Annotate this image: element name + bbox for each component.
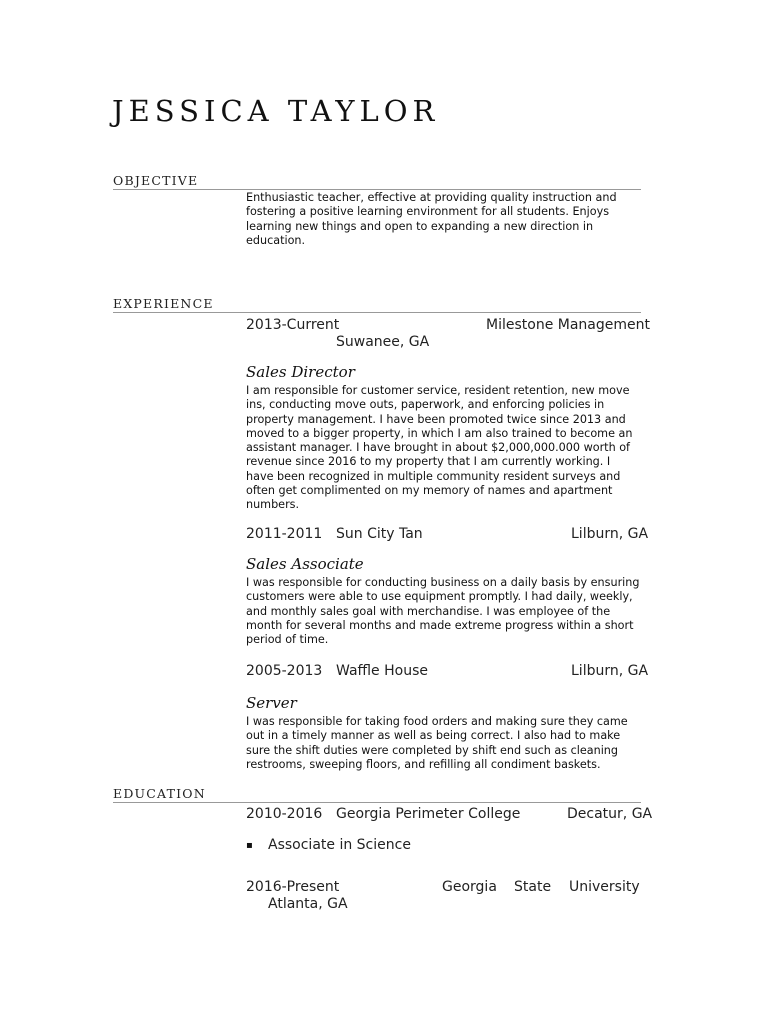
resume-name: JESSICA TAYLOR — [112, 94, 440, 128]
education-school: Georgia Perimeter College — [336, 806, 521, 822]
objective-heading: OBJECTIVE — [113, 173, 199, 188]
job-location: Lilburn, GA — [571, 663, 649, 679]
education-divider — [113, 802, 641, 803]
job-company: Milestone Management — [486, 317, 650, 333]
education-school-word: State — [514, 879, 552, 895]
job-location: Suwanee, GA — [336, 334, 430, 350]
education-dates: 2016-Present — [246, 879, 340, 895]
job-company: Sun City Tan — [336, 526, 423, 542]
job-title: Server — [246, 694, 297, 712]
education-school-word: University — [569, 879, 640, 895]
objective-text: Enthusiastic teacher, effective at providing quality instruction and fostering a positive learning environment for all students. Enjoys learning new things and open to expanding a new direction in education. — [246, 191, 617, 247]
job-title: Sales Associate — [246, 555, 364, 573]
job-dates: 2011-2011 — [246, 526, 323, 542]
job-company: Waffle House — [336, 663, 428, 679]
education-dates: 2010-2016 — [246, 806, 323, 822]
job-dates: 2005-2013 — [246, 663, 323, 679]
education-degree: Associate in Science — [268, 837, 411, 853]
job-title: Sales Director — [246, 363, 355, 381]
education-heading: EDUCATION — [113, 786, 206, 801]
education-school-word: Georgia — [442, 879, 497, 895]
job-description: I am responsible for customer service, resident retention, new move ins, conducting move outs, paperwork, and enforcing policies in property management. I have been promoted twice since 2013 and moved to a bigger property, in which I am also trained to become an assistant manager. I have brought in about $2,000,000.000 worth of revenue since 2016 to my property that I am currently working. I have been recognized in multiple community resident surveys and often get complimented on my memory of names and apartment numbers. — [246, 384, 633, 512]
experience-divider — [113, 312, 641, 313]
education-location: Decatur, GA — [567, 806, 653, 822]
experience-heading: EXPERIENCE — [113, 296, 214, 311]
job-location: Lilburn, GA — [571, 526, 649, 542]
job-description: I was responsible for taking food orders and making sure they came out in a timely manner as well as being correct. I also had to make sure the shift duties were completed by shift end such as cleaning restrooms, sweeping floors, and refilling all condiment baskets. — [246, 715, 628, 771]
objective-divider — [113, 189, 641, 190]
bullet-icon: ▪ — [246, 840, 253, 851]
job-description: I was responsible for conducting business on a daily basis by ensuring customers were able to use equipment promptly. I had daily, weekly, and monthly sales goal with merchandise. I was employee of the month for several months and made extreme progress within a short period of time. — [246, 576, 640, 647]
job-dates: 2013-Current — [246, 317, 340, 333]
education-location: Atlanta, GA — [268, 896, 348, 912]
